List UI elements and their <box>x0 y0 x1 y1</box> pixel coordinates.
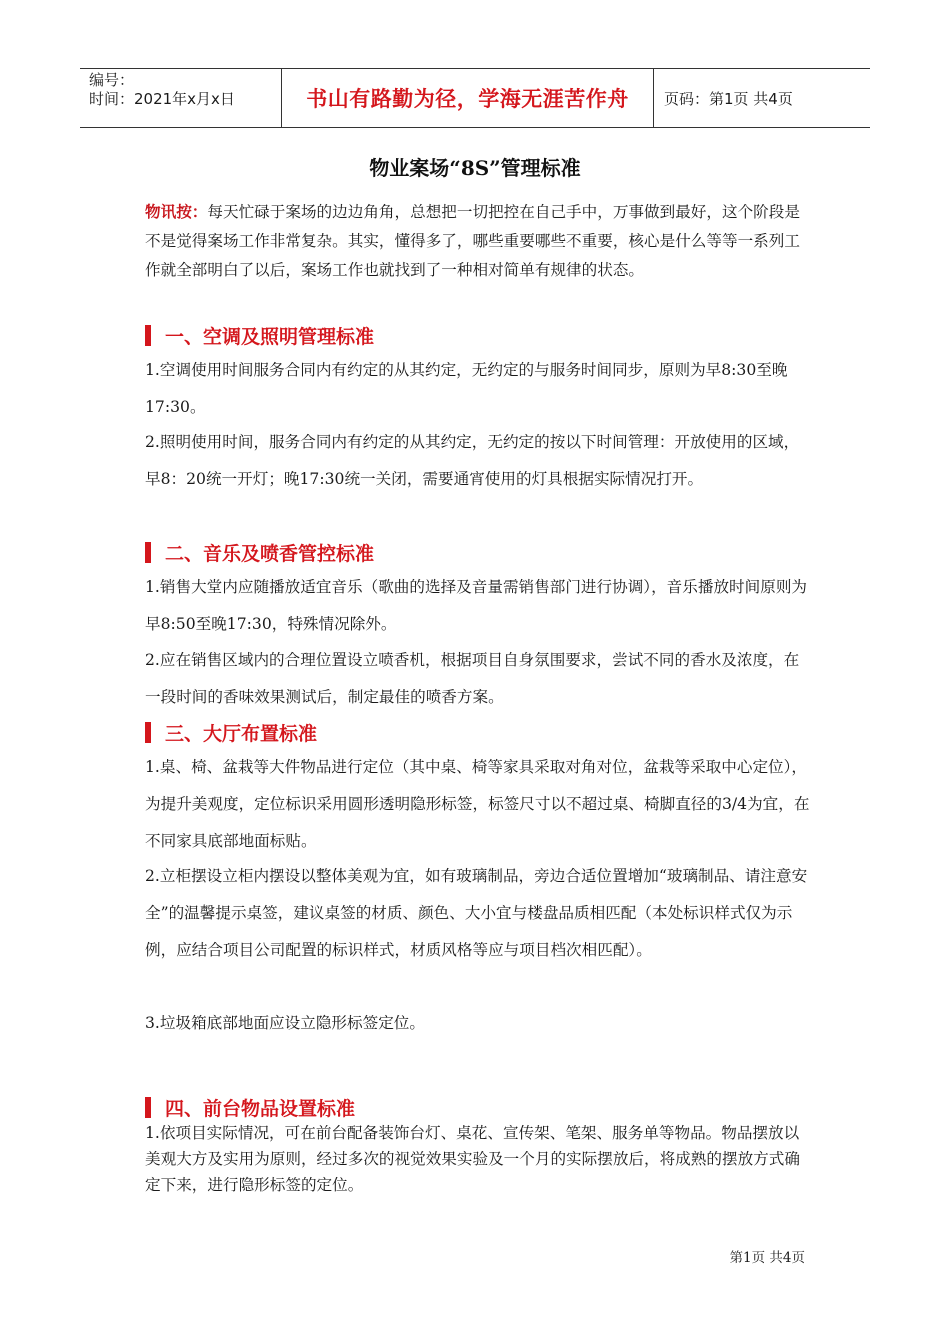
page-footer: 第1页 共4页 <box>729 1250 805 1266</box>
section-heading-text: 二、音乐及喷香管控标准 <box>165 542 375 565</box>
date-label: 时间：2021年x月x日 <box>89 90 235 108</box>
heading-bar-icon <box>145 1097 151 1118</box>
header-motto: 书山有路勤为径，学海无涯苦作舟 <box>281 69 654 127</box>
section-3-paragraph-3: 3.垃圾箱底部地面应设立隐形标签定位。 <box>145 1014 425 1032</box>
header-page-info: 页码：第1页 共4页 <box>664 89 793 108</box>
section-2-paragraph-2: 2.应在销售区域内的合理位置设立喷香机，根据项目自身氛围要求，尝试不同的香水及浓度，在一段时间的香味效果测试后，制定最佳的喷香方案。 <box>145 651 800 706</box>
intro-text: 每天忙碌于案场的边边角角，总想把一切把控在自己手中，万事做到最好，这个阶段是不是觉得案场工作非常复杂。其实，懂得多了，哪些重要哪些不重要，核心是什么等等一系列工作就全部明白了以后，案场工作也就找到了一种相对简单有规律的状态。 <box>145 203 800 279</box>
section-4-paragraph-1: 1.依项目实际情况，可在前台配备装饰台灯、桌花、宣传架、笔架、服务单等物品。物品摆放以美观大方及实用为原则，经过多次的视觉效果实验及一个月的实际摆放后，将成熟的摆放方式确定下来，进行隐形标签的定位。 <box>145 1124 800 1194</box>
number-label: 编号： <box>89 71 135 89</box>
heading-bar-icon <box>145 542 151 563</box>
section-heading-text: 三、大厅布置标准 <box>165 722 318 745</box>
section-heading-3 <box>145 719 317 745</box>
section-heading-4 <box>145 1094 355 1120</box>
section-heading-2 <box>145 539 374 565</box>
section-3-paragraph-1: 1.桌、椅、盆栽等大件物品进行定位（其中桌、椅等家具采取对角对位，盆栽等采取中心定位），为提升美观度，定位标识采用圆形透明隐形标签，标签尺寸以不超过桌、椅脚直径的3/4为宜，在不同家具底部地面标贴。 <box>145 758 810 850</box>
section-heading-text: 四、前台物品设置标准 <box>165 1097 356 1120</box>
intro-lead: 物讯按： <box>145 202 208 221</box>
section-heading-1 <box>145 322 374 348</box>
header-meta <box>80 69 281 127</box>
section-heading-text: 一、空调及照明管理标准 <box>165 325 375 348</box>
header-table <box>80 68 870 128</box>
heading-bar-icon <box>145 722 151 743</box>
heading-bar-icon <box>145 325 151 346</box>
intro-paragraph <box>145 197 810 285</box>
section-3-paragraph-2: 2.立柜摆设立柜内摆设以整体美观为宜，如有玻璃制品，旁边合适位置增加“玻璃制品、请注意安全”的温馨提示桌签，建议桌签的材质、颜色、大小宜与楼盘品质相匹配（本处标识样式仅为示例，应结合项目公司配置的标识样式，材质风格等应与项目档次相匹配）。 <box>145 867 808 959</box>
section-1-paragraph-2: 2.照明使用时间，服务合同内有约定的从其约定，无约定的按以下时间管理：开放使用的区域，早8：20统一开灯；晚17:30统一关闭，需要通宵使用的灯具根据实际情况打开。 <box>145 433 800 488</box>
section-1-paragraph-1: 1.空调使用时间服务合同内有约定的从其约定，无约定的与服务时间同步，原则为早8:30至晚17:30。 <box>145 361 788 416</box>
section-2-paragraph-1: 1.销售大堂内应随播放适宜音乐（歌曲的选择及音量需销售部门进行协调），音乐播放时间原则为早8:50至晚17:30，特殊情况除外。 <box>145 578 808 633</box>
document-title: 物业案场“8S”管理标准 <box>369 156 581 180</box>
